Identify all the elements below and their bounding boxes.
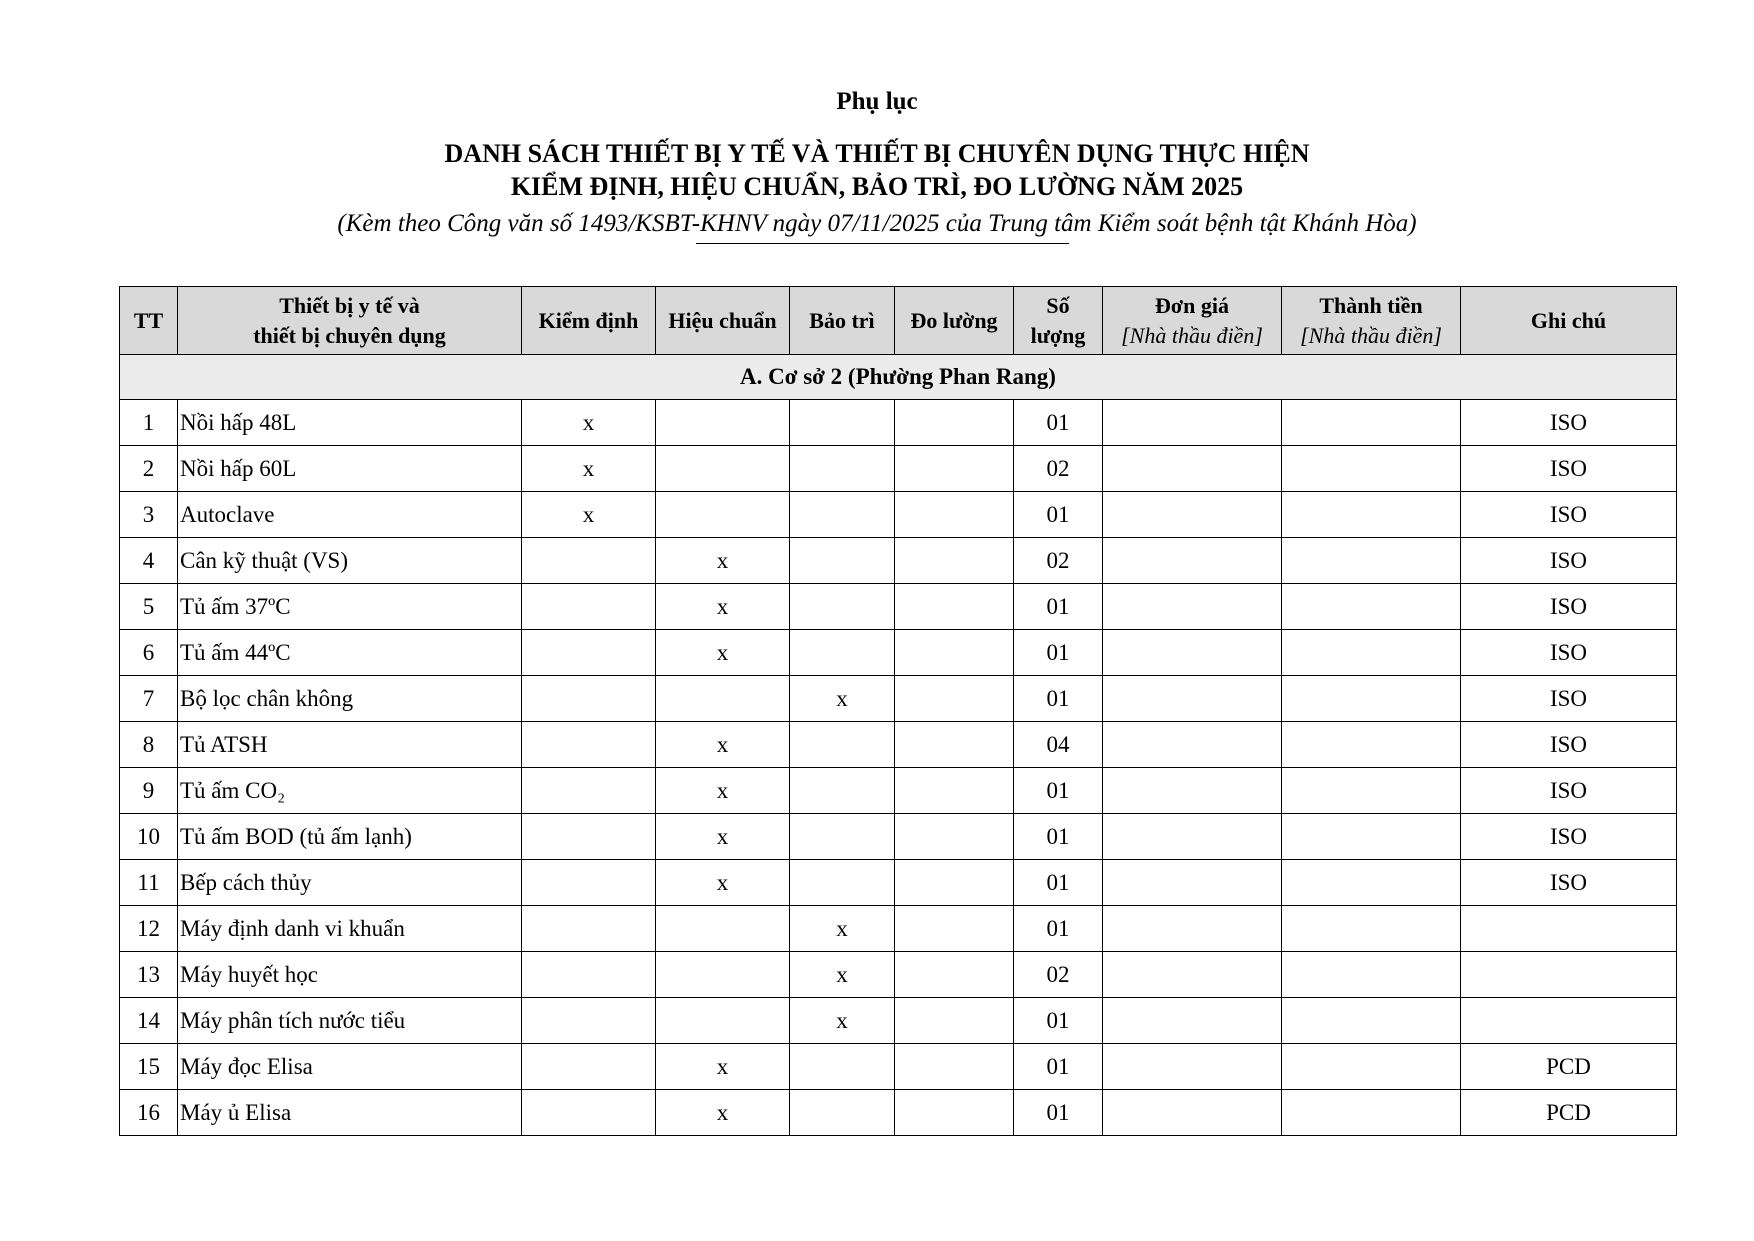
cell-inspection (522, 630, 656, 676)
cell-tt: 16 (120, 1090, 178, 1136)
cell-maintenance: x (790, 676, 895, 722)
cell-tt: 4 (120, 538, 178, 584)
cell-measurement (895, 768, 1014, 814)
cell-calibration: x (656, 538, 790, 584)
cell-note: ISO (1461, 768, 1677, 814)
cell-calibration: x (656, 630, 790, 676)
cell-unit-price (1103, 676, 1282, 722)
cell-quantity: 01 (1014, 768, 1103, 814)
cell-unit-price (1103, 814, 1282, 860)
cell-note: ISO (1461, 446, 1677, 492)
cell-note: ISO (1461, 400, 1677, 446)
cell-calibration: x (656, 814, 790, 860)
cell-inspection (522, 538, 656, 584)
cell-device-name: Bộ lọc chân không (178, 676, 522, 722)
cell-maintenance (790, 814, 895, 860)
cell-inspection (522, 952, 656, 998)
cell-amount (1282, 860, 1461, 906)
cell-quantity: 01 (1014, 814, 1103, 860)
cell-calibration (656, 952, 790, 998)
cell-inspection: x (522, 400, 656, 446)
table-row (120, 814, 1677, 860)
cell-unit-price (1103, 906, 1282, 952)
cell-quantity: 01 (1014, 676, 1103, 722)
cell-tt: 12 (120, 906, 178, 952)
col-header-amount-note: [Nhà thầu điền] (1300, 322, 1442, 348)
cell-unit-price (1103, 538, 1282, 584)
cell-note: ISO (1461, 814, 1677, 860)
cell-device-name: Máy phân tích nước tiểu (178, 998, 522, 1044)
cell-quantity: 01 (1014, 906, 1103, 952)
cell-unit-price (1103, 400, 1282, 446)
cell-calibration: x (656, 1090, 790, 1136)
cell-unit-price (1103, 584, 1282, 630)
cell-note: PCD (1461, 1090, 1677, 1136)
col-header-inspection: Kiểm định (522, 287, 656, 355)
cell-inspection (522, 998, 656, 1044)
cell-note: PCD (1461, 1044, 1677, 1090)
cell-note (1461, 998, 1677, 1044)
cell-measurement (895, 584, 1014, 630)
section-title: A. Cơ sở 2 (Phường Phan Rang) (120, 355, 1677, 400)
cell-maintenance (790, 1090, 895, 1136)
col-header-device-line2: thiết bị chuyên dụng (253, 322, 446, 348)
cell-maintenance (790, 1044, 895, 1090)
cell-tt: 2 (120, 446, 178, 492)
col-header-device-line1: Thiết bị y tế và (279, 292, 420, 318)
cell-unit-price (1103, 998, 1282, 1044)
table-header-row (120, 287, 1677, 355)
document-title (0, 137, 1754, 203)
cell-quantity: 01 (1014, 584, 1103, 630)
cell-device-name: Nồi hấp 60L (178, 446, 522, 492)
cell-measurement (895, 630, 1014, 676)
appendix-label: Phụ lục (836, 88, 918, 115)
cell-maintenance (790, 446, 895, 492)
cell-calibration (656, 446, 790, 492)
cell-unit-price (1103, 768, 1282, 814)
cell-device-name: Máy ủ Elisa (178, 1090, 522, 1136)
cell-amount (1282, 814, 1461, 860)
cell-measurement (895, 860, 1014, 906)
cell-quantity: 01 (1014, 400, 1103, 446)
col-header-maintenance: Bảo trì (790, 287, 895, 355)
cell-inspection (522, 860, 656, 906)
cell-calibration: x (656, 860, 790, 906)
cell-inspection (522, 584, 656, 630)
cell-quantity: 01 (1014, 860, 1103, 906)
section-row (120, 355, 1677, 400)
cell-note (1461, 906, 1677, 952)
cell-measurement (895, 906, 1014, 952)
cell-tt: 10 (120, 814, 178, 860)
cell-tt: 14 (120, 998, 178, 1044)
cell-quantity: 01 (1014, 1090, 1103, 1136)
cell-maintenance: x (790, 952, 895, 998)
cell-tt: 13 (120, 952, 178, 998)
cell-amount (1282, 998, 1461, 1044)
cell-measurement (895, 722, 1014, 768)
cell-calibration: x (656, 584, 790, 630)
cell-tt: 3 (120, 492, 178, 538)
cell-note: ISO (1461, 538, 1677, 584)
cell-unit-price (1103, 630, 1282, 676)
cell-amount (1282, 722, 1461, 768)
col-header-unit-price-note: [Nhà thầu điền] (1121, 322, 1263, 348)
cell-note: ISO (1461, 860, 1677, 906)
table-row (120, 538, 1677, 584)
cell-note: ISO (1461, 492, 1677, 538)
cell-note (1461, 952, 1677, 998)
cell-amount (1282, 400, 1461, 446)
cell-calibration: x (656, 722, 790, 768)
table-row (120, 446, 1677, 492)
cell-inspection (522, 906, 656, 952)
cell-inspection (522, 1044, 656, 1090)
cell-device-name: Autoclave (178, 492, 522, 538)
cell-calibration: x (656, 1044, 790, 1090)
col-header-note: Ghi chú (1461, 287, 1677, 355)
col-header-quantity-line1: Số (1046, 292, 1070, 318)
table-row (120, 400, 1677, 446)
cell-unit-price (1103, 722, 1282, 768)
table-row (120, 952, 1677, 998)
table-row (120, 492, 1677, 538)
col-header-amount-label: Thành tiền (1319, 292, 1423, 318)
cell-inspection: x (522, 446, 656, 492)
cell-measurement (895, 446, 1014, 492)
cell-amount (1282, 1044, 1461, 1090)
cell-note: ISO (1461, 584, 1677, 630)
cell-maintenance (790, 538, 895, 584)
cell-measurement (895, 1090, 1014, 1136)
cell-quantity: 01 (1014, 998, 1103, 1044)
cell-device-name: Máy huyết học (178, 952, 522, 998)
cell-device-name: Tủ ấm 44ºC (178, 630, 522, 676)
cell-tt: 11 (120, 860, 178, 906)
cell-quantity: 02 (1014, 446, 1103, 492)
col-header-quantity (1014, 287, 1103, 355)
cell-maintenance (790, 722, 895, 768)
cell-note: ISO (1461, 630, 1677, 676)
cell-quantity: 02 (1014, 538, 1103, 584)
cell-tt: 1 (120, 400, 178, 446)
cell-maintenance (790, 400, 895, 446)
cell-measurement (895, 400, 1014, 446)
cell-tt: 5 (120, 584, 178, 630)
cell-calibration (656, 492, 790, 538)
cell-tt: 8 (120, 722, 178, 768)
col-header-quantity-line2: lượng (1030, 322, 1086, 348)
cell-device-name: Máy đọc Elisa (178, 1044, 522, 1090)
cell-unit-price (1103, 492, 1282, 538)
table-row (120, 1044, 1677, 1090)
cell-amount (1282, 1090, 1461, 1136)
table-row (120, 906, 1677, 952)
cell-measurement (895, 676, 1014, 722)
cell-amount (1282, 906, 1461, 952)
cell-device-name: Nồi hấp 48L (178, 400, 522, 446)
table-row (120, 584, 1677, 630)
cell-inspection (522, 676, 656, 722)
cell-tt: 15 (120, 1044, 178, 1090)
cell-calibration: x (656, 768, 790, 814)
cell-unit-price (1103, 446, 1282, 492)
cell-maintenance (790, 768, 895, 814)
col-header-measurement: Đo lường (895, 287, 1014, 355)
table-row (120, 768, 1677, 814)
document-subtitle: (Kèm theo Công văn số 1493/KSBT-KHNV ngày 07/11/2025 của Trung tâm Kiểm soát bệnh tật Khánh Hòa) (337, 210, 1417, 237)
cell-device-name: Bếp cách thủy (178, 860, 522, 906)
cell-amount (1282, 676, 1461, 722)
cell-calibration (656, 998, 790, 1044)
cell-tt: 9 (120, 768, 178, 814)
cell-inspection (522, 814, 656, 860)
col-header-amount (1282, 287, 1461, 355)
cell-maintenance: x (790, 906, 895, 952)
cell-quantity: 01 (1014, 630, 1103, 676)
cell-measurement (895, 492, 1014, 538)
cell-device-name: Tủ ấm CO₂ (178, 768, 522, 814)
cell-calibration (656, 400, 790, 446)
table-row (120, 860, 1677, 906)
table-row (120, 722, 1677, 768)
table-row (120, 998, 1677, 1044)
cell-measurement (895, 952, 1014, 998)
cell-amount (1282, 768, 1461, 814)
cell-unit-price (1103, 1044, 1282, 1090)
cell-measurement (895, 814, 1014, 860)
cell-quantity: 04 (1014, 722, 1103, 768)
cell-device-name: Máy định danh vi khuẩn (178, 906, 522, 952)
cell-amount (1282, 492, 1461, 538)
col-header-unit-price (1103, 287, 1282, 355)
cell-measurement (895, 998, 1014, 1044)
col-header-device (178, 287, 522, 355)
cell-calibration (656, 676, 790, 722)
cell-quantity: 01 (1014, 1044, 1103, 1090)
equipment-table (119, 286, 1677, 1136)
table-row (120, 676, 1677, 722)
title-line-1: DANH SÁCH THIẾT BỊ Y TẾ VÀ THIẾT BỊ CHUYÊN DỤNG THỰC HIỆN (444, 139, 1310, 168)
cell-maintenance (790, 492, 895, 538)
cell-maintenance (790, 860, 895, 906)
cell-maintenance: x (790, 998, 895, 1044)
cell-amount (1282, 630, 1461, 676)
cell-tt: 7 (120, 676, 178, 722)
cell-inspection (522, 768, 656, 814)
cell-unit-price (1103, 860, 1282, 906)
cell-quantity: 02 (1014, 952, 1103, 998)
cell-note: ISO (1461, 676, 1677, 722)
table-row (120, 1090, 1677, 1136)
cell-unit-price (1103, 952, 1282, 998)
cell-maintenance (790, 584, 895, 630)
cell-amount (1282, 446, 1461, 492)
cell-inspection (522, 1090, 656, 1136)
col-header-calibration: Hiệu chuẩn (656, 287, 790, 355)
col-header-tt: TT (120, 287, 178, 355)
table-row (120, 630, 1677, 676)
cell-tt: 6 (120, 630, 178, 676)
cell-device-name: Cân kỹ thuật (VS) (178, 538, 522, 584)
cell-inspection (522, 722, 656, 768)
cell-device-name: Tủ ATSH (178, 722, 522, 768)
cell-maintenance (790, 630, 895, 676)
cell-measurement (895, 1044, 1014, 1090)
cell-note: ISO (1461, 722, 1677, 768)
cell-unit-price (1103, 1090, 1282, 1136)
cell-inspection: x (522, 492, 656, 538)
cell-measurement (895, 538, 1014, 584)
col-header-unit-price-label: Đơn giá (1155, 292, 1229, 318)
cell-amount (1282, 952, 1461, 998)
cell-device-name: Tủ ấm 37ºC (178, 584, 522, 630)
subtitle-underline (696, 243, 1069, 244)
cell-calibration (656, 906, 790, 952)
cell-amount (1282, 538, 1461, 584)
title-line-2: KIỂM ĐỊNH, HIỆU CHUẨN, BẢO TRÌ, ĐO LƯỜNG NĂM 2025 (510, 172, 1244, 201)
cell-quantity: 01 (1014, 492, 1103, 538)
cell-device-name: Tủ ấm BOD (tủ ấm lạnh) (178, 814, 522, 860)
cell-amount (1282, 584, 1461, 630)
